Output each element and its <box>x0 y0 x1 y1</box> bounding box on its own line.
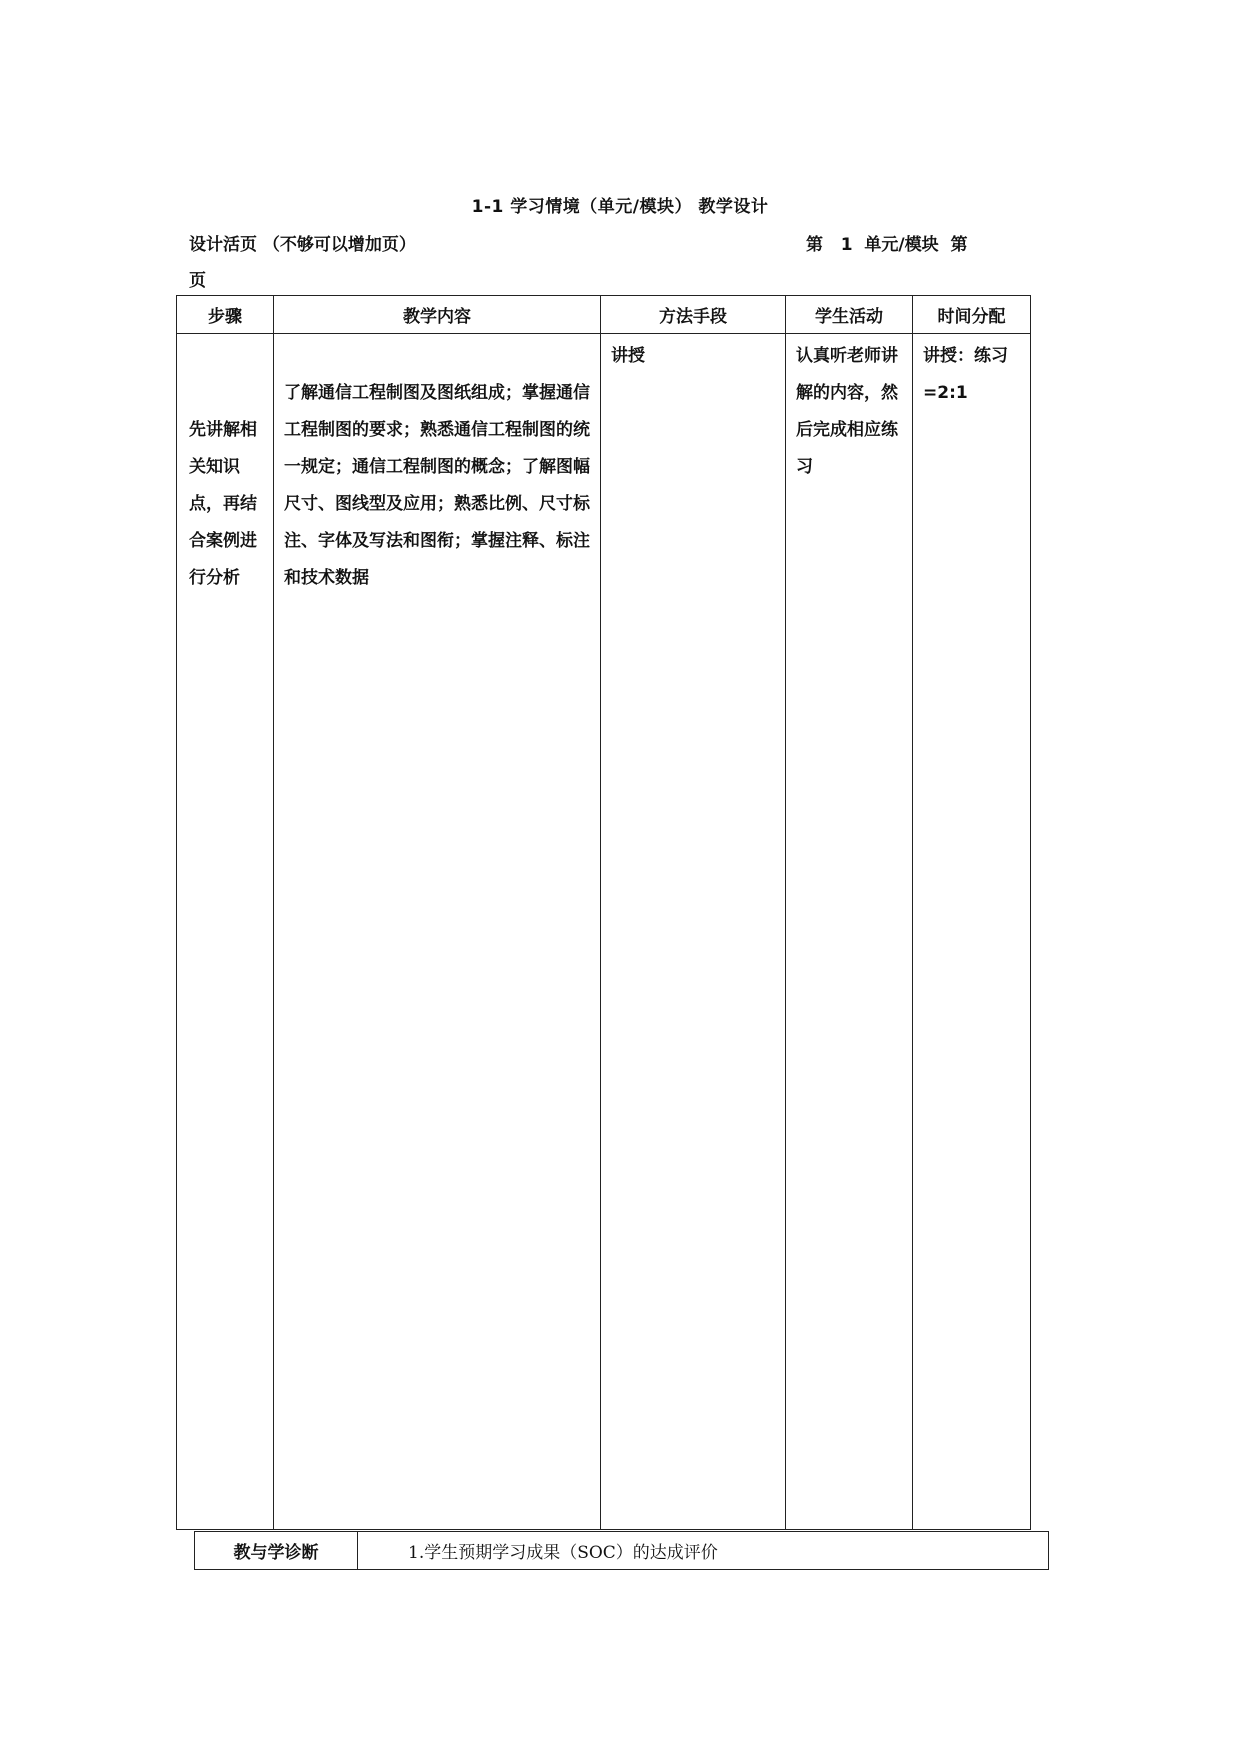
unit-module-label: 第 1 单元/模块 第 <box>806 235 968 255</box>
content-cell <box>274 334 601 1530</box>
time-text: 讲授：练习=2:1 <box>923 346 1008 403</box>
document-title: 1-1 学习情境（单元/模块） 教学设计 <box>471 197 769 217</box>
activity-text: 认真听老师讲解的内容，然后完成相应练习 <box>796 346 898 477</box>
method-cell <box>601 334 786 1530</box>
diagnosis-text: 1.学生预期学习成果（SOC）的达成评价 <box>358 1532 1049 1570</box>
column-header-content: 教学内容 <box>274 296 601 334</box>
page-label: 页 <box>189 271 206 291</box>
activity-cell <box>786 334 913 1530</box>
table-row <box>177 334 1031 1530</box>
column-header-time: 时间分配 <box>913 296 1031 334</box>
method-text: 讲授 <box>611 346 645 366</box>
step-cell <box>177 334 274 1530</box>
column-header-activity: 学生活动 <box>786 296 913 334</box>
table-header-row <box>177 296 1031 334</box>
time-cell <box>913 334 1031 1530</box>
column-header-step: 步骤 <box>177 296 274 334</box>
column-header-method: 方法手段 <box>601 296 786 334</box>
diagnosis-table <box>194 1531 1049 1570</box>
diagnosis-label: 教与学诊断 <box>195 1532 358 1570</box>
diagnosis-row <box>195 1532 1049 1570</box>
content-text: 了解通信工程制图及图纸组成；掌握通信工程制图的要求；熟悉通信工程制图的统一规定；通信工程制图的概念；了解图幅尺寸、图线型及应用；熟悉比例、尺寸标注、字体及写法和图衔；掌握注释、标注和技术数据 <box>284 383 590 588</box>
design-sheet-label: 设计活页 （不够可以增加页） <box>189 235 416 255</box>
step-text: 先讲解相关知识点，再结合案例进行分析 <box>189 420 257 588</box>
teaching-design-table <box>176 295 1031 1530</box>
